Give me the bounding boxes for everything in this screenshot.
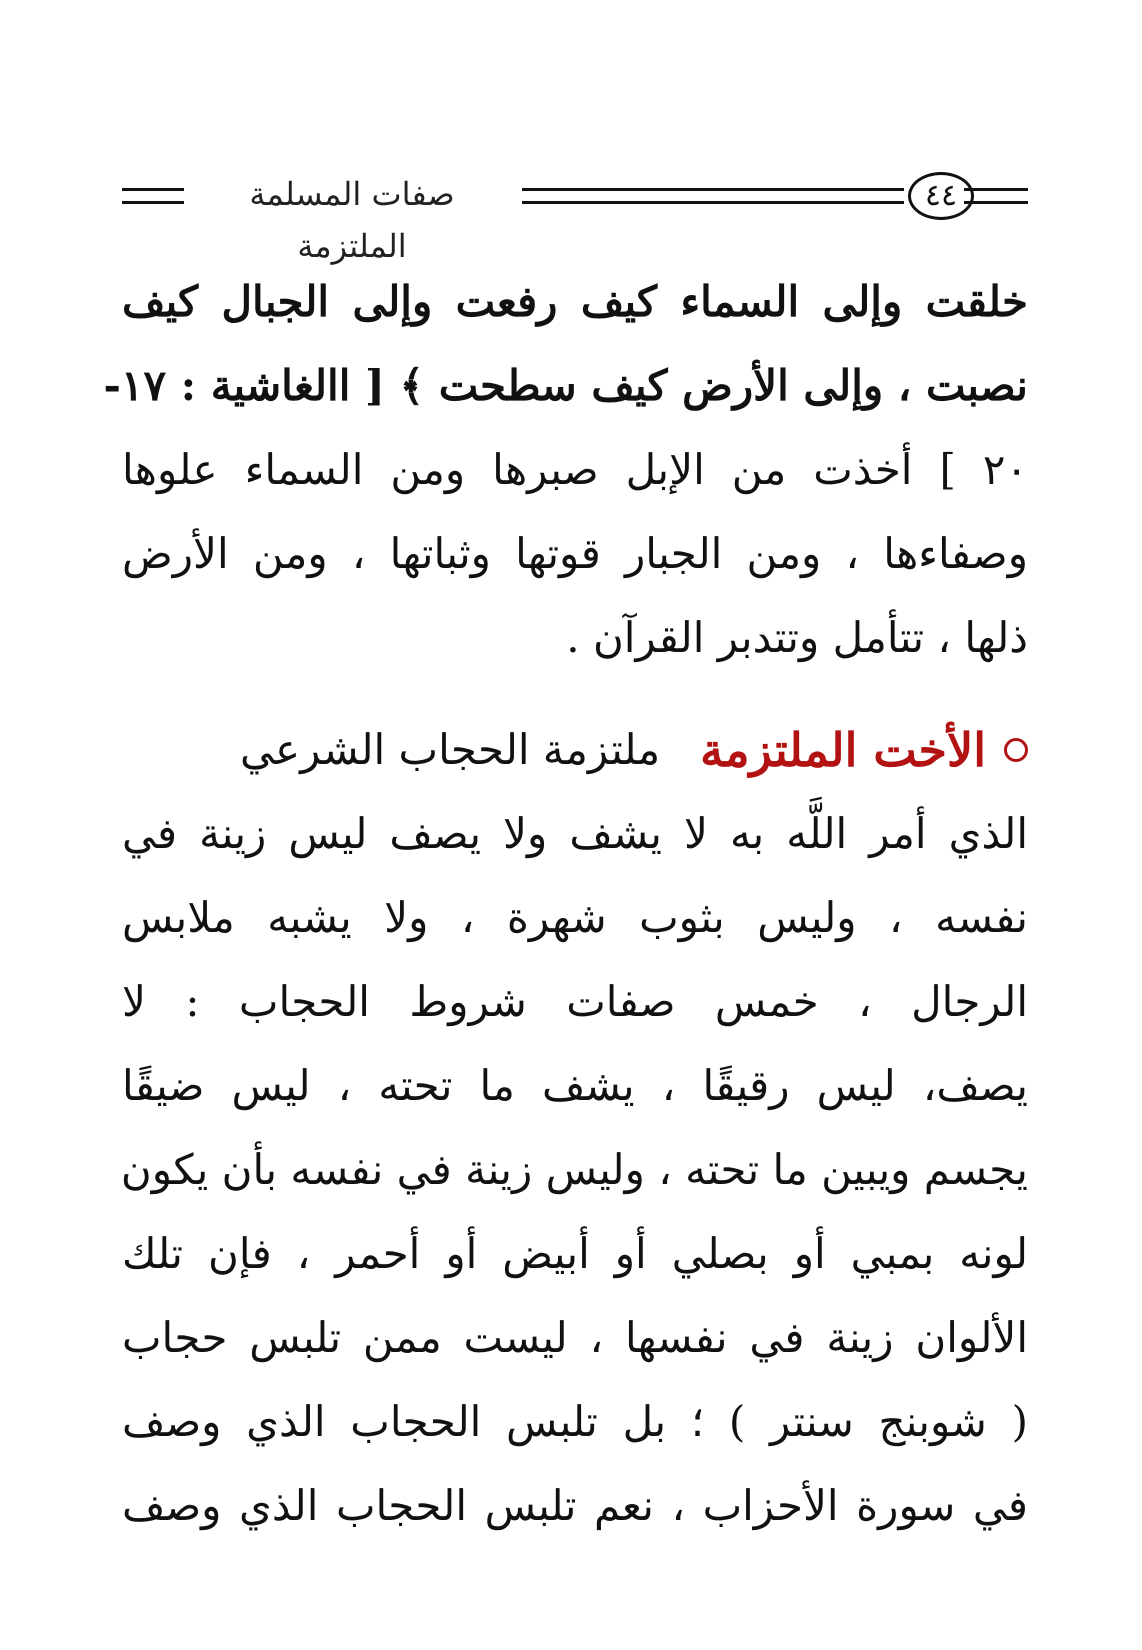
section-spacer [122, 680, 1028, 708]
header-rule-middle [522, 188, 904, 204]
header-rule-left [122, 188, 184, 204]
paragraph-line: الألوان زينة في نفسها ، ليست ممن تلبس حجاب [122, 1313, 1028, 1362]
verse-line: نصبت ، وإلى الأرض كيف سطحت ﴾ [ االغاشية : ١٧- [103, 361, 1028, 410]
paragraph-line: وصفاءها ، ومن الجبار قوتها وثباتها ، ومن الأرض [122, 529, 1028, 578]
paragraph-line: ٢٠ ] أخذت من الإبل صبرها ومن السماء علوها [122, 445, 1028, 494]
paragraph-line: نفسه ، وليس بثوب شهرة ، ولا يشبه ملابس [122, 893, 1028, 942]
section-heading-line [122, 708, 1028, 792]
verse-line: خلقت وإلى السماء كيف رفعت وإلى الجبال كيف [122, 277, 1028, 326]
section-heading: الأخت الملتزمة [700, 723, 986, 777]
paragraph-line: يجسم ويبين ما تحته ، وليس زينة في نفسه بأن يكون [120, 1145, 1028, 1194]
circle-bullet-icon [1004, 738, 1028, 762]
page-number: ٤٤ [908, 172, 974, 220]
paragraph-line: يصف، ليس رقيقًا ، يشف ما تحته ، ليس ضيقًا [122, 1061, 1028, 1110]
header-rule-right [964, 188, 1028, 204]
paragraph-line: ذلها ، تتأمل وتتدبر القرآن . [566, 613, 1028, 662]
paragraph-line: لونه بمبي أو بصلي أو أبيض أو أحمر ، فإن تلك [122, 1229, 1028, 1278]
running-title: صفات المسلمة الملتزمة [249, 175, 455, 265]
section-heading-continuation: ملتزمة الحجاب الشرعي [240, 725, 661, 774]
section-heading-group [240, 708, 1028, 792]
page-header [122, 168, 1028, 265]
paragraph-line: الذي أمر اللَّه به لا يشف ولا يصف ليس زينة في [122, 809, 1029, 858]
page-body [103, 260, 1029, 1548]
paragraph-line: الرجال ، خمس صفات شروط الحجاب : لا [122, 977, 1028, 1026]
paragraph-line: في سورة الأحزاب ، نعم تلبس الحجاب الذي وصف [122, 1481, 1028, 1530]
paragraph-line: ( شوبنج سنتر ) ؛ بل تلبس الحجاب الذي وصف [122, 1397, 1028, 1446]
